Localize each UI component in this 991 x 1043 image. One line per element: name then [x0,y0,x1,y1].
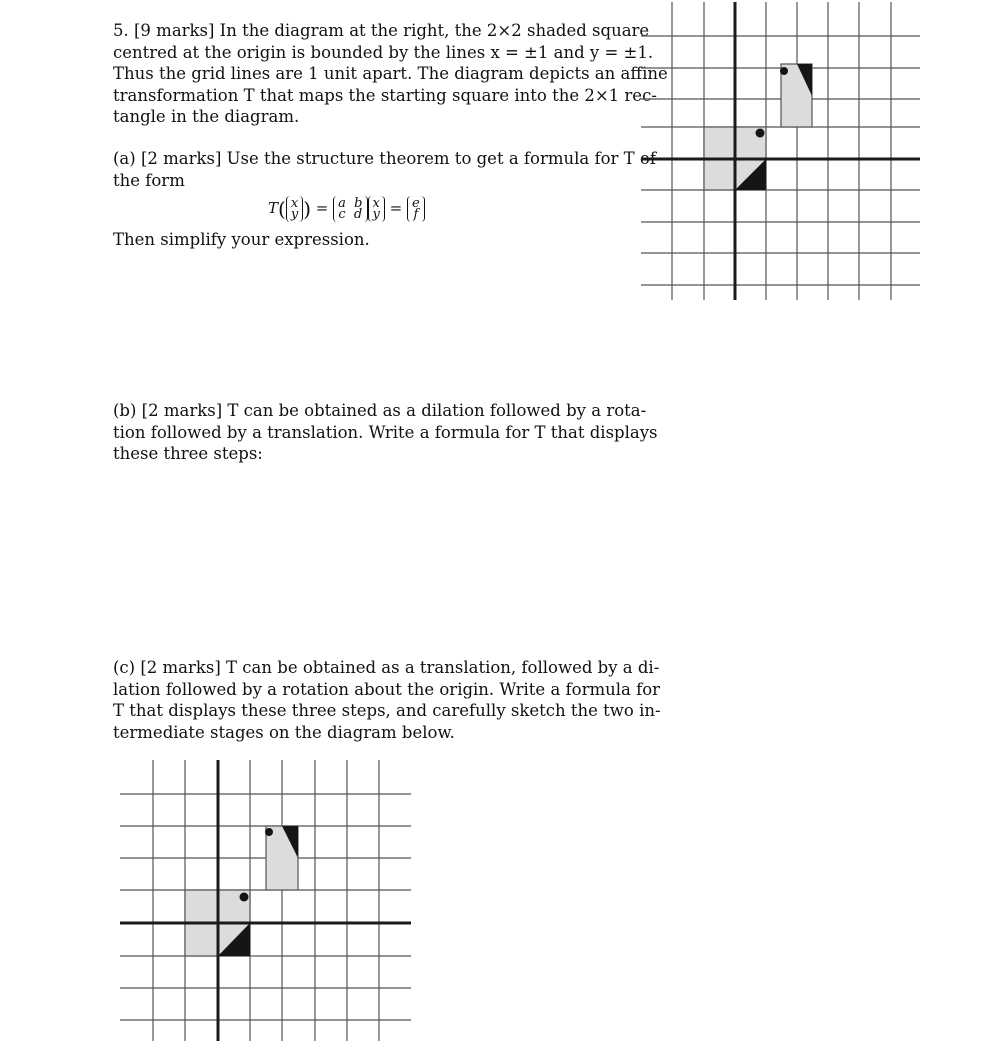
part-c-line: lation followed by a rotation about the origin. Write a formula for [113,679,661,699]
sketch-diagram [118,760,413,1043]
shapes [185,826,298,956]
start-square-dot [240,893,249,902]
part-a-line: the form [113,170,185,190]
vector-xy: x y [286,196,303,222]
transformation-diagram [638,2,923,302]
grid-lines [120,760,411,1041]
part-c-line: termediate stages on the diagram below. [113,722,455,742]
part-b-line: these three steps: [113,444,263,463]
intro-line: Thus the grid lines are 1 unit apart. The diagram depicts an affine [113,64,668,83]
start-square-dot [756,129,765,138]
part-c [113,657,661,743]
grid-lines [641,2,920,300]
intro-line: transformation T that maps the starting square into the 2×1 rec- [113,85,657,105]
part-b [113,400,658,465]
part-c-line: T that displays these three steps, and carefully sketch the two in- [113,701,661,720]
axes [120,760,411,1041]
image-rectangle-dot [780,67,788,75]
vector-xy-2: x y [368,196,385,222]
shapes [704,64,812,190]
part-b-line: tion followed by a translation. Write a formula for T that displays [113,422,658,442]
part-a-line: (a) [2 marks] Use the structure theorem to get a formula for T of [113,149,656,168]
formula-fn: T [268,199,279,217]
part-b-line: (b) [2 marks] T can be obtained as a dilation followed by a rota- [113,401,647,420]
part-c-line: (c) [2 marks] T can be obtained as a translation, followed by a di- [113,658,660,677]
intro-line: 5. [9 marks] In the diagram at the right, the 2×2 shaded square [113,21,650,40]
matrix-abcd: a b c d [333,196,367,222]
vector-ef: e f [407,196,425,222]
intro-line: centred at the origin is bounded by the lines x = ±1 and y = ±1. [113,42,654,62]
axes [641,2,920,300]
affine-formula: T( x y ) = a b c dx y = e f [268,196,425,222]
intro-line: tangle in the diagram. [113,107,300,126]
image-rectangle-dot [265,828,273,836]
part-a [113,148,656,191]
part-a-after-line: Then simplify your expression. [113,230,370,249]
question-intro [113,20,668,128]
part-a-after [113,229,633,251]
